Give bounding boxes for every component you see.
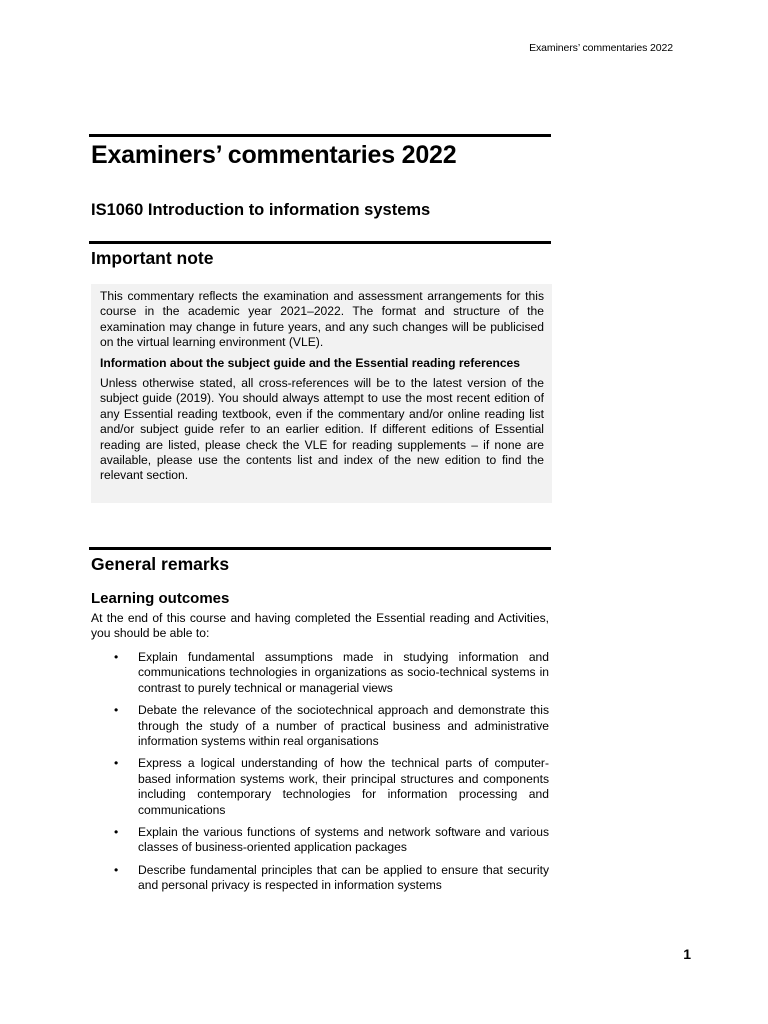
course-title: IS1060 Introduction to information systems bbox=[91, 201, 431, 219]
learning-outcomes-intro: At the end of this course and having completed the Essential reading and Activities, you should be able to: bbox=[91, 611, 549, 641]
list-item-text: Describe fundamental principles that can be applied to ensure that security and personal privacy is respected in information systems bbox=[138, 862, 549, 893]
list-item bbox=[91, 863, 549, 894]
list-item-text: Debate the relevance of the sociotechnical approach and demonstrate this through the study of a number of practical business and administrative information systems within real organisations bbox=[138, 703, 549, 749]
note-paragraph-2: Unless otherwise stated, all cross-references will be to the latest version of the subject guide (2019). You should always attempt to use the most recent edition of any Essential reading textbook, even if the commentary and/or online reading list and/or subject guide refer to an earlier edition. If different editions of Essential reading are listed, please check the VLE for reading supplements – if none are available, please use the contents list and index of the new edition to find the relevant section. bbox=[100, 376, 544, 483]
list-item-text: Express a logical understanding of how the technical parts of computer-based information systems work, their principal structures and components including contemporary technologies for information processing and communications bbox=[138, 756, 549, 817]
bullet-icon: • bbox=[114, 650, 119, 664]
document-title: Examiners’ commentaries 2022 bbox=[91, 141, 457, 169]
note-subheading: Information about the subject guide and the Essential reading references bbox=[100, 355, 521, 370]
bullet-icon: • bbox=[114, 703, 119, 718]
running-header: Examiners’ commentaries 2022 bbox=[529, 42, 673, 54]
important-note-heading: Important note bbox=[91, 248, 214, 268]
list-item bbox=[91, 650, 549, 696]
list-item bbox=[91, 825, 549, 856]
list-item bbox=[91, 703, 549, 749]
bullet-icon: • bbox=[114, 862, 119, 877]
bullet-icon: • bbox=[114, 756, 119, 771]
bullet-icon: • bbox=[114, 825, 119, 840]
list-item-text: Explain fundamental assumptions made in studying information and communications technologies in organizations as socio-technical systems in contrast to purely technical or managerial views bbox=[138, 650, 549, 695]
general-remarks-heading: General remarks bbox=[91, 554, 230, 574]
important-note-box bbox=[91, 284, 552, 503]
important-note-rule bbox=[89, 241, 551, 244]
general-remarks-rule bbox=[89, 547, 551, 550]
note-paragraph-1: This commentary reflects the examination and assessment arrangements for this course in the academic year 2021–2022. The format and structure of the examination may change in future years, and any such changes will be publicised on the virtual learning environment (VLE). bbox=[100, 289, 544, 350]
learning-outcomes-list bbox=[91, 650, 549, 901]
page-number: 1 bbox=[683, 946, 691, 962]
learning-outcomes-heading: Learning outcomes bbox=[91, 590, 230, 607]
title-top-rule bbox=[89, 134, 551, 137]
list-item bbox=[91, 756, 549, 818]
list-item-text: Explain the various functions of systems and network software and various classes of business-oriented application packages bbox=[138, 825, 549, 855]
